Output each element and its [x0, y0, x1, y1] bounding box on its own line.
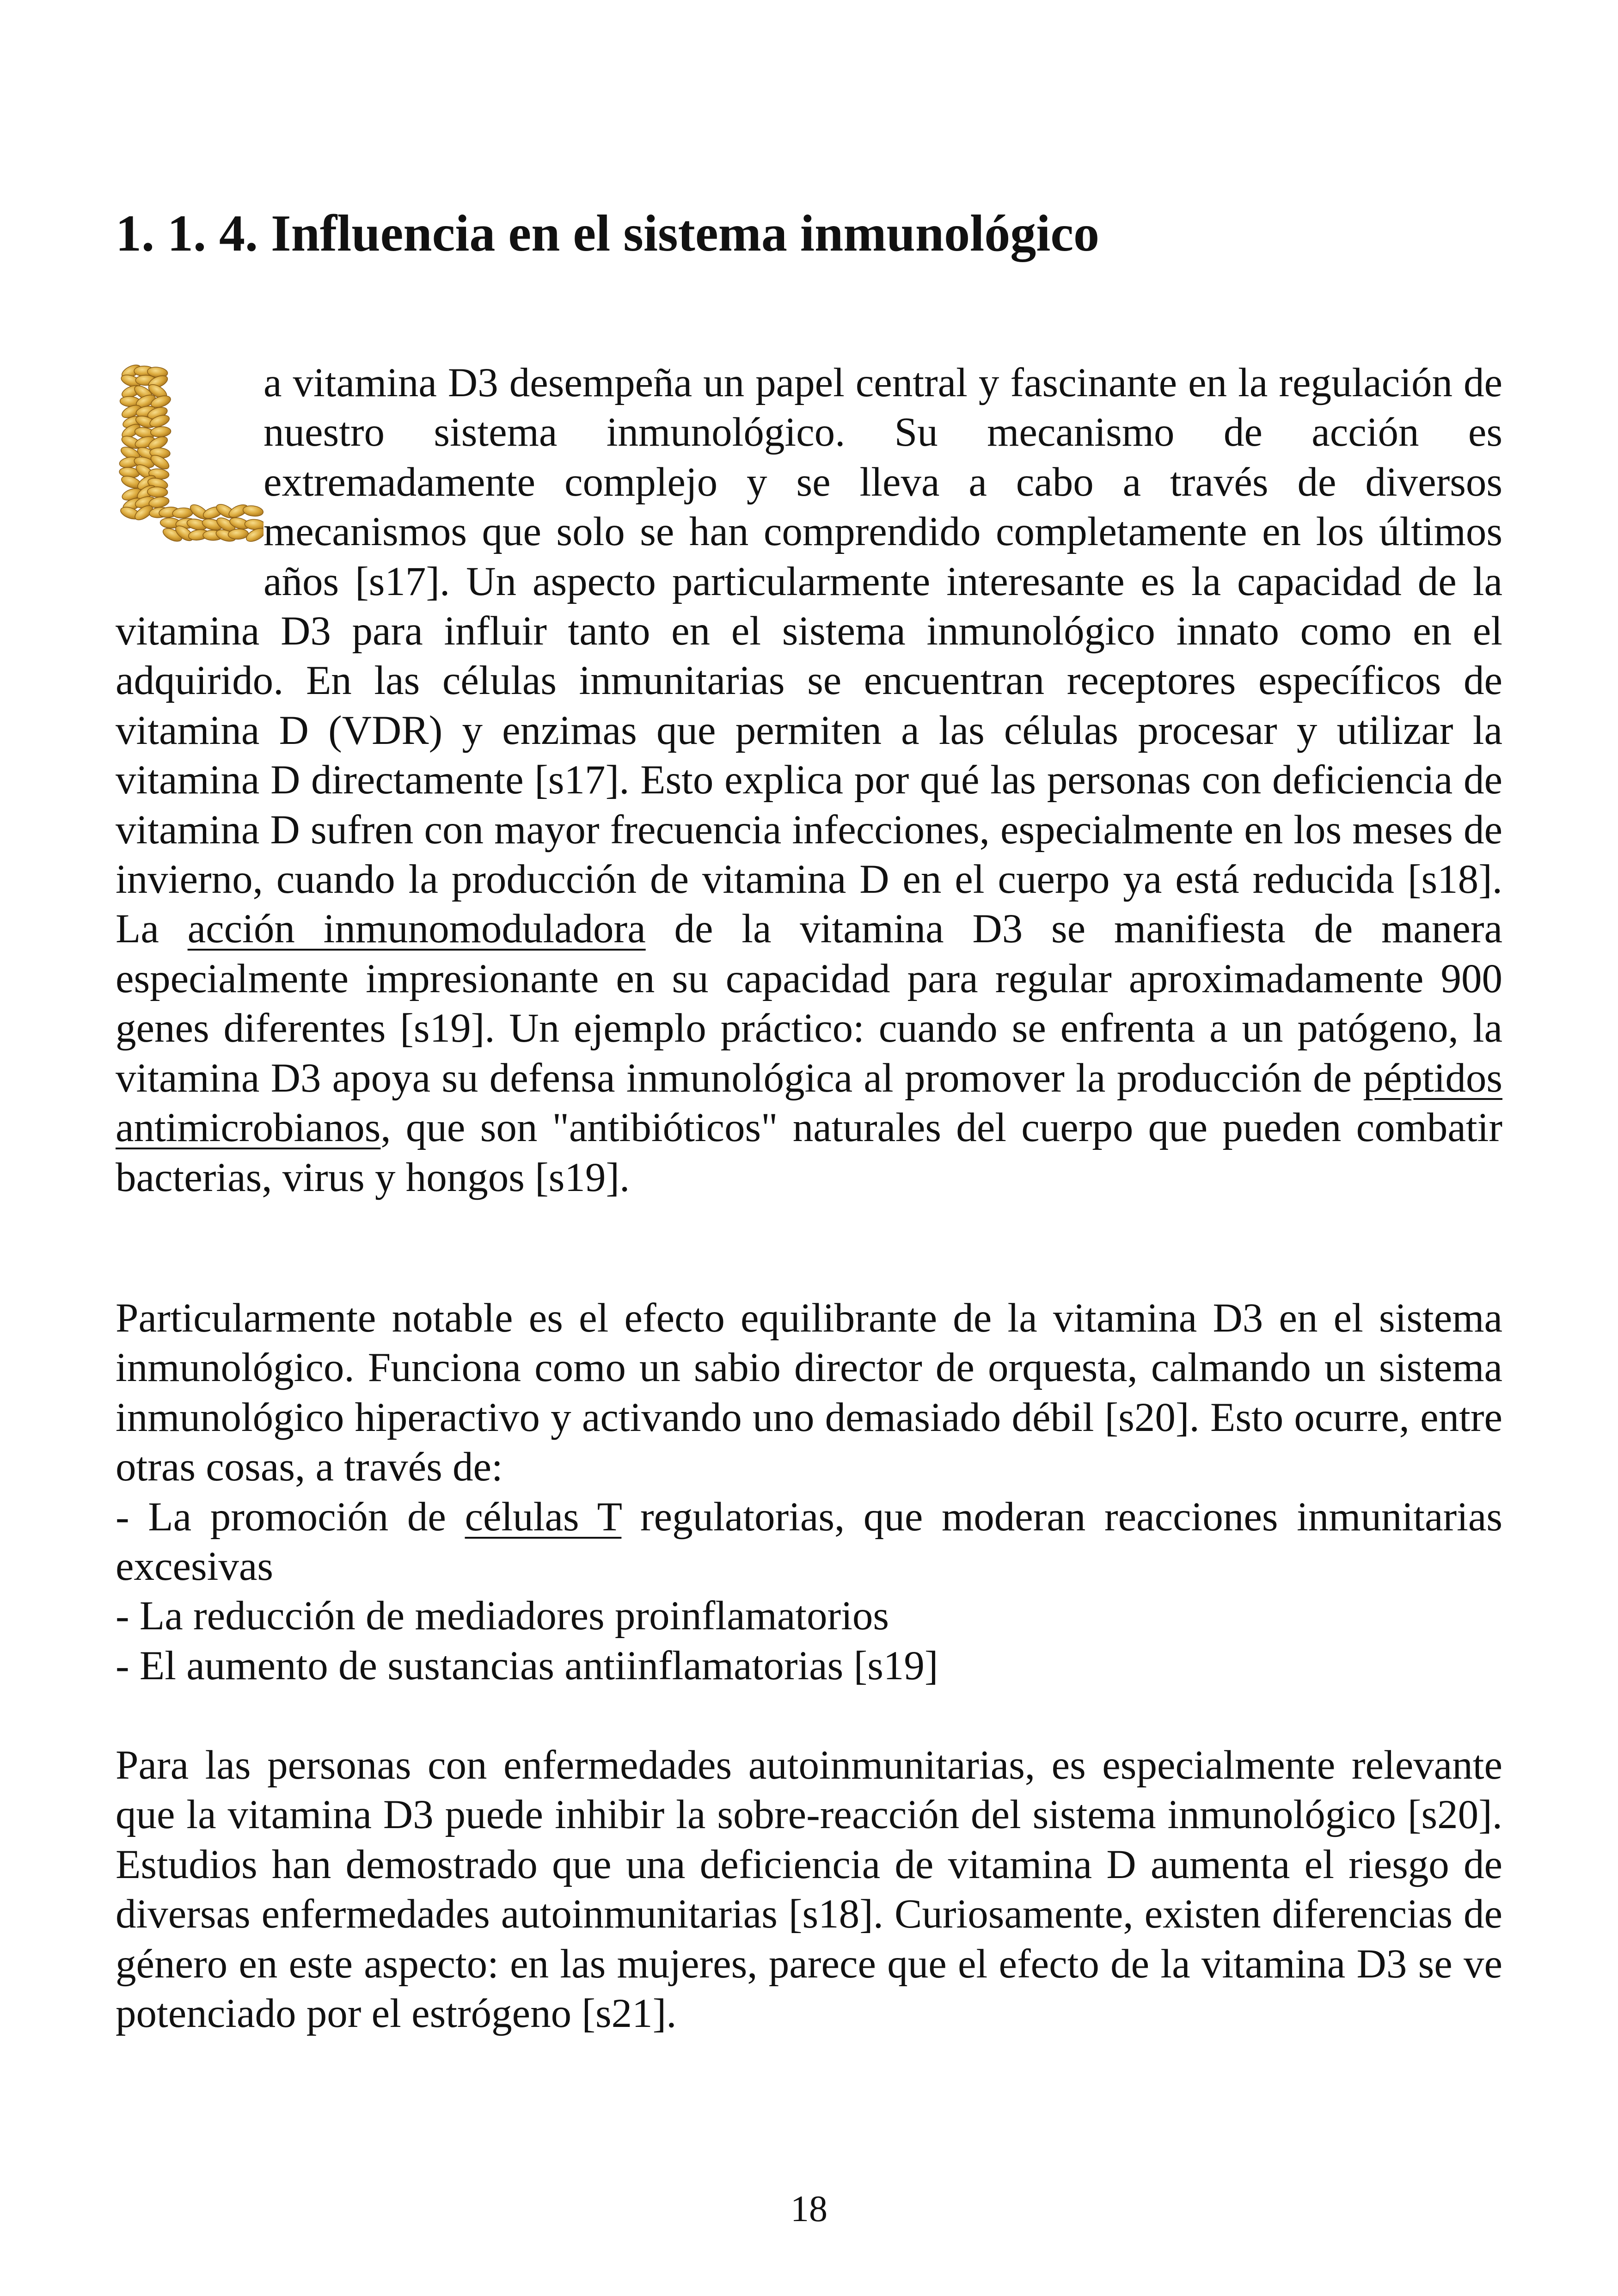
capsule — [150, 426, 172, 437]
paragraph-3: Para las personas con enfermedades autoinmunitarias, es especialmente relevante que la vitamina D3 puede inhibir la sobre-reacción del sistema inmunológico [s20]. Estudios han demostrado que una deficiencia de vitamina D aumenta el riesgo de diversas enfermedades autoinmunitarias [s18]. Curiosamente, existen diferencias de género en este aspecto: en las mujeres, parece que el efecto de la vitamina D3 se ve potenciado por el estrógeno [s21]. — [116, 1743, 1502, 2037]
capsule — [242, 504, 264, 517]
paragraph-2-intro: Particularmente notable es el efecto equilibrante de la vitamina D3 en el sistema inmunológico. Funciona como un sabio director de orquesta, calmando un sistema inmunológico hiperactivo y activando uno demasiado débil [s20]. Esto ocurre, entre otras cosas, a través de: — [116, 1295, 1502, 1490]
dropcap-capsule-l — [111, 358, 264, 557]
paragraph-2 — [116, 1294, 1502, 1691]
list-item: - La promoción de células T regulatorias, que moderan reacciones inmunitarias excesivas — [116, 1494, 1502, 1590]
list-item: - La reducción de mediadores proinflamatorios — [116, 1593, 889, 1639]
list-item: - El aumento de sustancias antiinflamatorias [s19] — [116, 1643, 938, 1688]
section-heading: 1. 1. 4. Influencia en el sistema inmunológico — [116, 205, 1100, 262]
paragraph-1: a vitamina D3 desempeña un papel central y fascinante en la regulación de nuestro sistema inmunológico. Su mecanismo de acción es extremadamente complejo y se lleva a cabo a través de diversos mecanismos que solo se han comprendido completamente en los últimos años [s17]. Un aspecto particularmente interesante es la capacidad de la vitamina D3 para influir tanto en el sistema inmunológico innato como en el adquirido. En las células inmunitarias se encuentran receptores específicos de vitamina D (VDR) y enzimas que permiten a las células procesar y utilizar la vitamina D directamente [s17]. Esto explica por qué las personas con deficiencia de vitamina D sufren con mayor frecuencia infecciones, especialmente en los meses de invierno, cuando la producción de vitamina D en el cuerpo ya está reducida [s18]. La acción inmunomoduladora de la vitamina D3 se manifiesta de manera especialmente impresionante en su capacidad para regular aproximadamente 900 genes diferentes [s19]. Un ejemplo práctico: cuando se enfrenta a un patógeno, la vitamina D3 apoya su defensa inmunológica al promover la producción de péptidos antimicrobianos, que son "antibióticos" naturales del cuerpo que pueden combatir bacterias, virus y hongos [s19]. — [116, 358, 1502, 1203]
page-number: 18 — [791, 2189, 827, 2229]
link-peptidos-antimicrobianos[interactable]: péptidos antimicrobianos — [116, 1055, 1502, 1151]
link-accion-inmunomoduladora[interactable]: acción inmunomoduladora — [187, 906, 646, 952]
link-celulas-t[interactable]: células T — [465, 1494, 622, 1540]
vitamin-capsules-letter-icon — [111, 358, 264, 553]
